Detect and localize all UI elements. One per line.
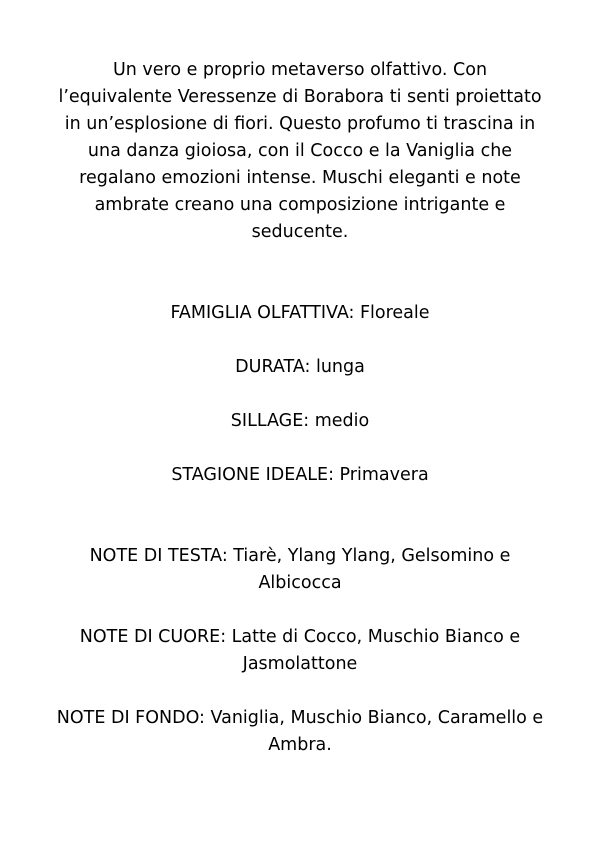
description-line: in un’esplosione di fiori. Questo profumo ti trascina in bbox=[64, 114, 536, 134]
description-line: Un vero e proprio metaverso olfattivo. Con bbox=[112, 60, 488, 80]
base-notes-line-2: Ambra. bbox=[268, 735, 332, 755]
description-line: seducente. bbox=[251, 222, 349, 242]
olfactory-family: FAMIGLIA OLFATTIVA: Floreale bbox=[170, 303, 430, 323]
heart-notes-line-1: NOTE DI CUORE: Latte di Cocco, Muschio Bianco e bbox=[79, 627, 521, 647]
duration: DURATA: lunga bbox=[235, 357, 365, 377]
heart-notes-line-2: Jasmolattone bbox=[242, 654, 358, 674]
description-line: ambrate creano una composizione intrigante e bbox=[94, 195, 506, 215]
description-line: l’equivalente Veressenze di Borabora ti senti proiettato bbox=[58, 87, 542, 107]
sillage: SILLAGE: medio bbox=[230, 411, 370, 431]
description-line: una danza gioiosa, con il Cocco e la Vaniglia che bbox=[87, 141, 513, 161]
top-notes-line-1: NOTE DI TESTA: Tiarè, Ylang Ylang, Gelsomino e bbox=[89, 546, 511, 566]
description-line: regalano emozioni intense. Muschi eleganti e note bbox=[79, 168, 521, 188]
base-notes-line-1: NOTE DI FONDO: Vaniglia, Muschio Bianco, Caramello e bbox=[56, 708, 544, 728]
top-notes-line-2: Albicocca bbox=[258, 573, 342, 593]
ideal-season: STAGIONE IDEALE: Primavera bbox=[171, 465, 429, 485]
perfume-description bbox=[0, 57, 600, 246]
